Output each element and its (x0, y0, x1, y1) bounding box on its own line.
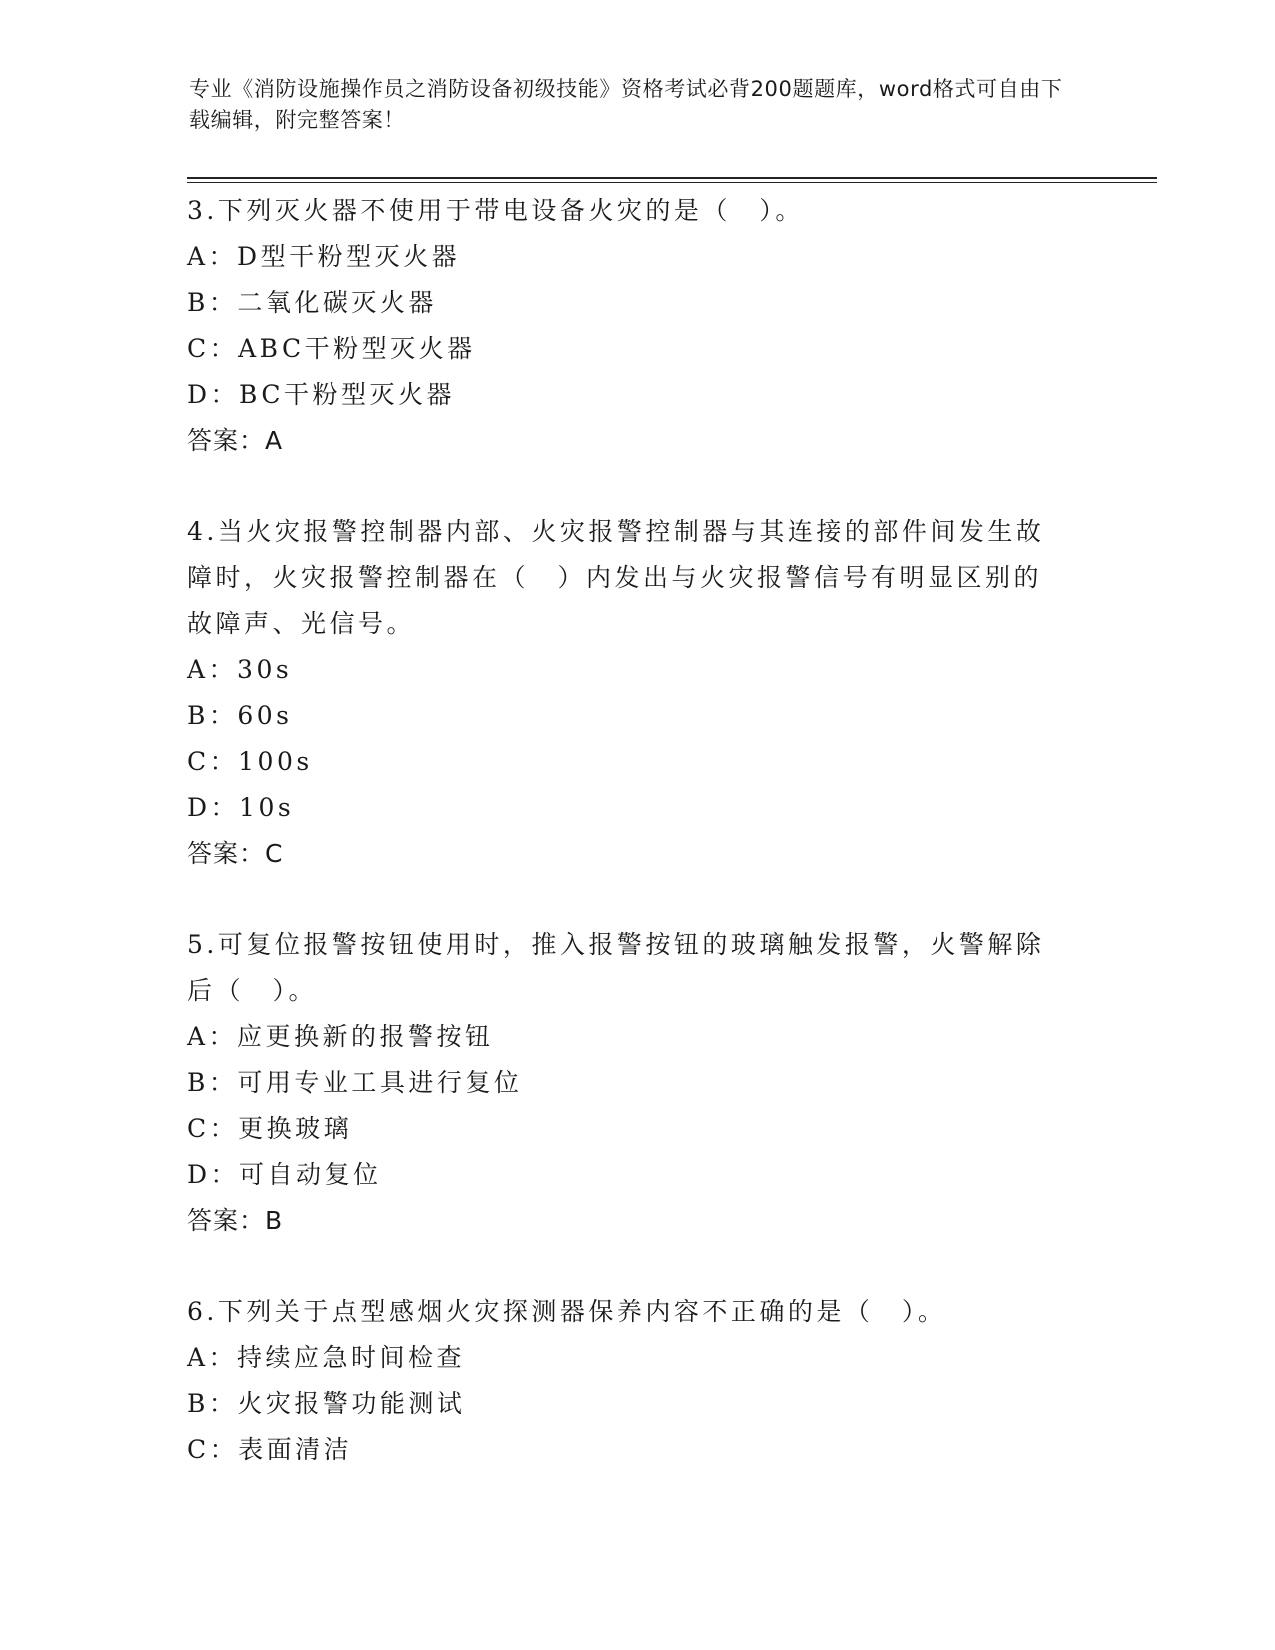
option-d: D：10s (187, 793, 295, 822)
option-b: B：二氧化碳灭火器 (187, 288, 437, 317)
option-c: C：更换玻璃 (187, 1114, 353, 1143)
header-divider-thick (187, 177, 1157, 179)
option-c: C：表面清洁 (187, 1435, 353, 1464)
option-b: B：60s (187, 701, 293, 730)
question-5 (187, 922, 1087, 1244)
question-text: 6.下列关于点型感烟火灾探测器保养内容不正确的是（ ）。 (187, 1297, 947, 1326)
option-b: B：可用专业工具进行复位 (187, 1068, 523, 1097)
question-spacer (187, 1244, 1087, 1289)
answer-line: 答案：A (187, 426, 284, 455)
option-a: A：30s (187, 655, 293, 684)
question-spacer (187, 877, 1087, 922)
option-c: C：100s (187, 747, 313, 776)
option-a: A：持续应急时间检查 (187, 1343, 466, 1372)
question-list (187, 188, 1087, 1473)
document-header: 专业《消防设施操作员之消防设备初级技能》资格考试必背200题题库，word格式可自由下载编辑，附完整答案！ (189, 77, 1063, 132)
question-spacer (187, 464, 1087, 509)
question-3 (187, 188, 1087, 464)
question-4 (187, 509, 1087, 877)
question-text: 4.当火灾报警控制器内部、火灾报警控制器与其连接的部件间发生故障时，火灾报警控制器在（ ）内发出与火灾报警信号有明显区别的故障声、光信号。 (187, 517, 1045, 638)
question-text: 5.可复位报警按钮使用时，推入报警按钮的玻璃触发报警，火警解除后（ ）。 (187, 930, 1045, 1005)
option-a: A：D型干粉型灭火器 (187, 242, 461, 271)
option-c: C：ABC干粉型灭火器 (187, 334, 476, 363)
header-divider-thin (187, 182, 1157, 183)
answer-line: 答案：B (187, 1206, 284, 1235)
option-a: A：应更换新的报警按钮 (187, 1022, 494, 1051)
question-text: 3.下列灭火器不使用于带电设备火灾的是（ ）。 (187, 196, 804, 225)
option-d: D：可自动复位 (187, 1160, 382, 1189)
option-d: D：BC干粉型灭火器 (187, 380, 456, 409)
question-6 (187, 1289, 1087, 1473)
option-b: B：火灾报警功能测试 (187, 1389, 466, 1418)
answer-line: 答案：C (187, 839, 284, 868)
